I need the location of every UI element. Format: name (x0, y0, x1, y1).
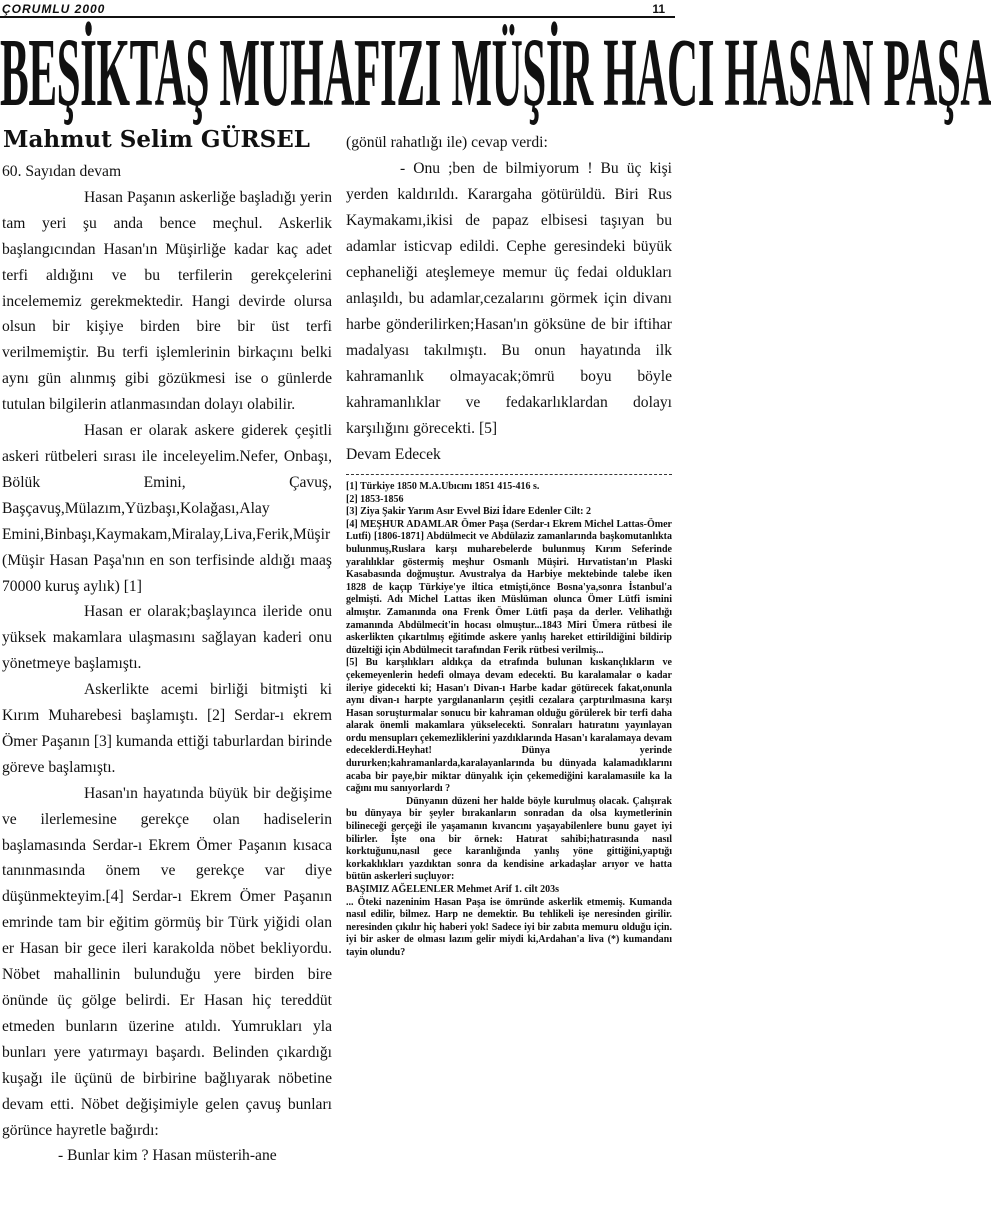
page-number: 11 (652, 2, 665, 16)
body-paragraph: Askerlikte acemi birliği bitmişti ki Kırım Muharebesi başlamıştı. [2] Serdar-ı ekrem Ömer Paşanın [3] kumanda ettiği taburlardan birinde göreve başlamıştı. (2, 681, 332, 776)
footnote: [2] 1853-1856 (346, 493, 404, 505)
headline-text: BEŞİKTAŞ MUHAFIZI MÜŞİR HACI HASAN PAŞA (0, 19, 991, 127)
headline (0, 19, 991, 130)
footnote: [4] MEŞHUR ADAMLAR Ömer Paşa (Serdar-ı Ekrem Michel Lattas-Ömer Lutfi) [1806-1871] Abdülmecit ve Abdülaziz zamanlarında başkomutanlıkta bulunmuş,Ruslara karşı muharebelerde bulunmuş Kırım Seferinde yaralılıklar göstermiş meşhur Osmanlı Müşiri. Hırvatistan'ın Plaski Kasabasında doğmuştur. Avustralya da Harbiye mektebinde talebe iken 1828 de kaçıp Türkiye'ye iltica etmişti,önce Bosna'ya,sonra İstanbul'a gelmişti. Adı Michel Lattas iken Müslüman olunca Ömer Lütfi ismini almıştır. Zamanında ona Frenk Ömer Lütfi paşa da derler. Velihatlığı zamanında Abdülmecit'in hocası olmuştur...1843 Miri Ümera rütbesi ile askerlikten çıkartılmış eğitimde askere yanlış hareket ettirildiğini bildirip düzeltiği için Abdülmecit tarafından Ferik rütbesi verilmiş... (346, 518, 672, 656)
footnote: [5] Bu karşılıkları aldıkça da etrafında bulunan kıskançlıkların ve çekemeyenlerin hedefi olmaya devam edecekti. Bu karalamalar o kadar ileriye gidecekti ki; Hasan'ı Divan-ı Harbe kadar götürecek fakat,onunla aynı divan-ı harpte yargılananların çeşitli cezalara çarptırılmasına karşı Hasan soruşturmalar sonucu bir kahraman olduğu görülerek bir terfi daha alarak önemli makamlara yükselecekti. Sonraları hatıratını yayınlayan ordu mensupları çekemezliklerini yazdıklarında Hasan'ı karalamaya devam edeceklerdi.Heyhat! Dünya yerinde dururken;kahramanlarda,karalayanlarında bu dünyada kalamadıklarını acaba bir paye,bir miktar dünyalık için çekemediğini karalamasıile ka la cağını mu sanıyorlardı ? (346, 657, 672, 795)
footnotes (346, 481, 672, 960)
body-paragraph: Hasan'ın hayatında büyük bir değişime ve ilerlemesine gerekçe olan hadiselerin başlamasında Serdar-ı Ekrem Ömer Paşanın kısaca tanınmasında önem ve gerekçe var diye düşünmekteyim.[4] Serdar-ı Ekrem Ömer Paşanın emrinde tam bir eğitim görmüş bir Türk yiğidi olan er Hasan bir gece ileri karakolda nöbet bekliyordu. Nöbet mahallinin bulunduğu yere birden bire önünde üç gölge belirdi. Er Hasan hiç tereddüt etmeden bunların üzerine atıldı. Yumrukları yla bunları yere yatırmayı başardı. Belinden çıkardığı kuşağı ile üçünü de birbirine bağlıyarak nöbetine devam etti. Nöbet değişimiyle gelen çavuş bunları görünce hayretle bağırdı: (2, 784, 332, 1139)
footnote-citation: BAŞIMIZ AĞELENLER Mehmet Arif 1. cilt 203s (346, 884, 560, 895)
body-paragraph: - Onu ;ben de bilmiyorum ! Bu üç kişi yerden kaldırıldı. Karargaha götürüldü. Biri Rus Kaymakamı,ikisi de papaz elbisesi taşıyan bu adamlar isticvap edildi. Cephe geresindeki büyük cephaneliği ateşlemeye memur üç fedai oldukları anlaşıldı, bu adamlar,cezalarını görmek için divanı harbe gönderilirken;Hasan'ın göksüne de bir iftihar madalyası takılmıştı. Bu onun hayatında ilk kahramanlık olmayacak;ömrü boyu böyle kahramanlıklar ve fedakarlıklardan dolayı karşılığını görecekti. [5] (346, 160, 672, 437)
continuation-note: 60. Sayıdan devam (2, 163, 122, 180)
body-paragraph: Hasan Paşanın askerliğe başladığı yerin tam yeri şu anda bence meçhul. Askerlik başlangıcından Hasan'ın Müşirliğe kadar kaç adet terfi aldığını ve bu terfilerin gerekçelerini incelememiz gerekmektedir. Hangi devirde olursa olsun bir kişiye birden bire bir üst terfi verilmemiştir. Bu terfi işlemlerinin birkaçını belki aynı gün alınmış gibi gözükmesi ise o günlerde tutulan bilgilerin atlanmasından dolayı olabilir. (2, 188, 332, 414)
right-column (346, 130, 672, 960)
footnote-separator (346, 474, 672, 475)
footnote: ... Öteki nazeninim Hasan Paşa ise ömründe askerlik etmemiş. Kumanda nasıl edilir, bilmez. Harp ne demektir. Bu tehlikeli işe neresinden girilir. neresinden çıkılır hiç haberi yok! Sadece iyi bir zabıta memuru olduğu için. iyi bir asker de olması lazım gelir miydi ki,Ardahan'a liva (*) kumandanı tayin olundu? (346, 896, 672, 958)
body-paragraph: Hasan er olarak;başlayınca ileride onu yüksek makamlara ulaşmasını sağlayan kaderi onu yönetmeye başlamıştı. (2, 603, 332, 673)
author-name: Mahmut Selim GÜRSEL (3, 126, 310, 153)
body-paragraph: Hasan er olarak askere giderek çeşitli askeri rütbeleri sırası ile inceleyelim.Nefer, Onbaşı, Bölük Emini, Çavuş, Başçavuş,Mülazım,Yüzbaşı,Kolağası,Alay Emini,Binbaşı,Kaymakam,Miralay,Liva,Ferik,Müşir (Müşir Hasan Paşa'nın en son terfisinde aldığı maaş 70000 kuruş aylık) [1] (2, 422, 332, 595)
publication-name: ÇORUMLU 2000 (2, 2, 106, 16)
footnote: Dünyanın düzeni her halde böyle kurulmuş olacak. Çalışırak bu dünyaya bir şeyler bırakanların sonradan da olsa kıymetlerinin bilineceği gerçeği ile yaşamanın kıvancını yaşayabilenlere bunu gayet iyi bilirler. İşte ona bir örnek: Hatırat sahibi;hatırasında nasıl korktuğunu,nasıl gece karanlığında yanlış yöne gittiğini,yaptığı korkaklıkları yazdıktan sonra da kendisine arkadaşlar arıyor ve hatta bütün askerleri suçluyor: (346, 795, 672, 883)
footnote: [1] Türkiye 1850 M.A.Ubıcını 1851 415-416 s. (346, 481, 540, 492)
footnote: [3] Ziya Şakir Yarım Asır Evvel Bizi İdare Edenler Cilt: 2 (346, 506, 591, 518)
body-paragraph: - Bunlar kim ? Hasan müsterih-ane (58, 1147, 277, 1165)
left-column (2, 159, 332, 1169)
body-paragraph: (gönül rahatlığı ile) cevap verdi: (346, 134, 548, 151)
header-rule (0, 16, 675, 18)
continued-label: Devam Edecek (346, 446, 441, 463)
